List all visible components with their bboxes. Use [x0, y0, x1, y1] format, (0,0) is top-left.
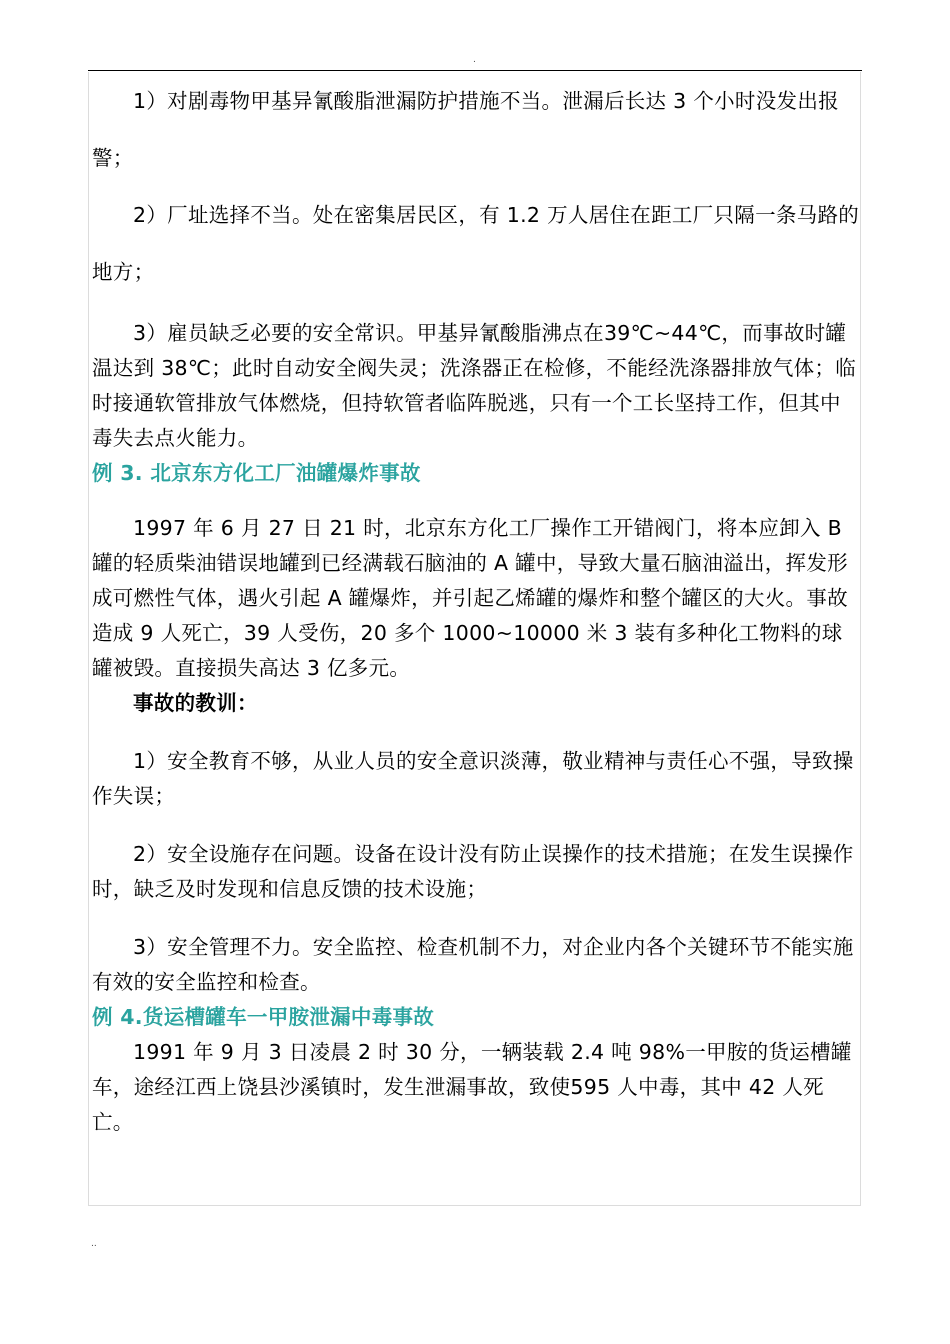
example-3-title: 例 3. 北京东方化工厂油罐爆炸事故 [92, 461, 421, 485]
lessons-title: 事故的教训： [133, 691, 258, 715]
example-3-body: 1997 年 6 月 27 日 21 时，北京东方化工厂操作工开错阀门，将本应卸入 B 罐的轻质柴油错误地罐到已经满载石脑油的 A 罐中，导致大量石脑油溢出，挥发形成可燃性气体，遇火引起 A 罐爆炸，并引起乙烯罐的爆炸和整个罐区的大火。事故造成 9 人死亡，39 人受伤，20 多个 1000~10000 米 3 装有多种化工物料的球罐被毁。直接损失高达 3 亿多元。 [92, 516, 848, 680]
lesson-item-3: 3）安全管理不力。安全监控、检查机制不力，对企业内各个关键环节不能实施有效的安全监控和检查。 [92, 935, 854, 994]
example-4-title: 例 4.货运槽罐车一甲胺泄漏中毒事故 [92, 1005, 435, 1029]
cause-item-1: 1）对剧毒物甲基异氰酸脂泄漏防护措施不当。泄漏后长达 3 个小时没发出报警； [92, 89, 839, 170]
example-4-body: 1991 年 9 月 3 日凌晨 2 时 30 分，一辆装载 2.4 吨 98%一甲胺的货运槽罐车，途经江西上饶县沙溪镇时，发生泄漏事故，致使595 人中毒，其中 42 人死亡。 [92, 1040, 852, 1134]
header-rule [88, 70, 862, 71]
document-body [92, 73, 860, 1140]
lesson-item-1: 1）安全教育不够，从业人员的安全意识淡薄，敬业精神与责任心不强，导致操作失误； [92, 749, 854, 808]
header-mark: . [473, 55, 476, 65]
cause-item-3: 3）雇员缺乏必要的安全常识。甲基异氰酸脂沸点在39℃~44℃，而事故时罐温达到 38℃；此时自动安全阀失灵；洗涤器正在检修，不能经洗涤器排放气体；临时接通软管排放气体燃烧，但持软管者临阵脱逃，只有一个工长坚持工作，但其中毒失去点火能力。 [92, 321, 857, 450]
cause-item-2: 2）厂址选择不当。处在密集居民区，有 1.2 万人居住在距工厂只隔一条马路的地方； [92, 203, 860, 284]
lesson-item-2: 2）安全设施存在问题。设备在设计没有防止误操作的技术措施；在发生误操作时，缺乏及时发现和信息反馈的技术设施； [92, 842, 854, 901]
footer-mark: .. [91, 1239, 97, 1249]
